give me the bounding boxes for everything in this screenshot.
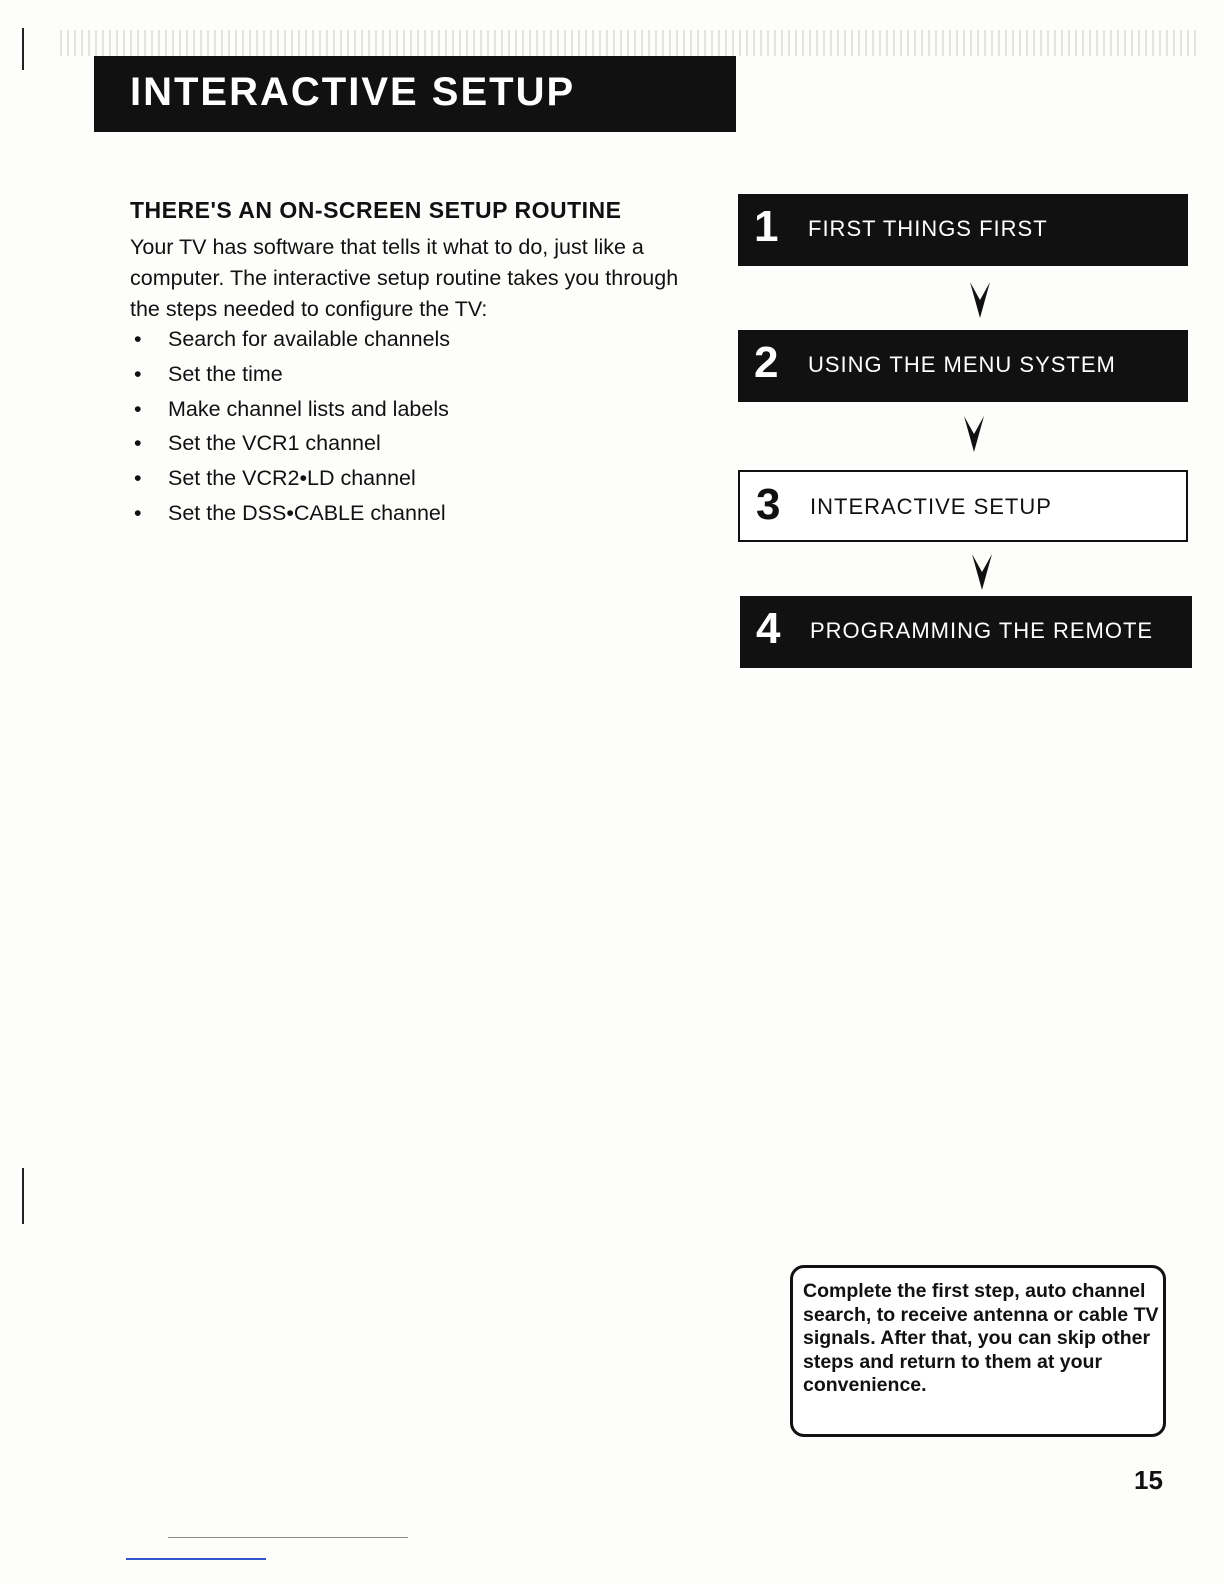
step-4-number: 4 — [756, 604, 781, 653]
intro-paragraph: Your TV has software that tells it what to do, just like a computer. The interactive setup routine takes you through the steps needed to configure the TV: — [130, 235, 679, 321]
list-item-text: Set the VCR2•LD channel — [168, 466, 416, 491]
tip-text: Complete the first step, auto channel search, to receive antenna or cable TV signals. After that, you can skip other steps and return to them at your convenience. — [803, 1280, 1159, 1396]
list-item — [130, 426, 450, 461]
down-arrow-icon — [962, 414, 986, 454]
list-item — [130, 322, 450, 357]
margin-rule-top — [22, 28, 24, 70]
list-item-text: Set the VCR1 channel — [168, 431, 381, 456]
header-bar — [94, 56, 736, 132]
page-title: INTERACTIVE SETUP — [130, 70, 576, 114]
scan-speckle — [60, 30, 1200, 56]
list-item-text: Make channel lists and labels — [168, 396, 449, 421]
list-item-text: Set the DSS•CABLE channel — [168, 500, 446, 525]
page-number: 15 — [1134, 1465, 1163, 1495]
step-3-label: INTERACTIVE SETUP — [810, 494, 1052, 519]
step-2-label: USING THE MENU SYSTEM — [808, 352, 1116, 377]
step-1-number: 1 — [754, 202, 779, 251]
list-item-text: Set the time — [168, 361, 283, 386]
step-1-box — [738, 194, 1188, 266]
section-heading: THERE'S AN ON-SCREEN SETUP ROUTINE — [130, 197, 622, 223]
list-item-text: Search for available channels — [168, 327, 451, 351]
bullet-icon: • — [134, 396, 142, 421]
list-item — [130, 357, 450, 392]
margin-rule-bottom — [22, 1168, 24, 1224]
bullet-icon: • — [134, 327, 142, 351]
footer-link-underline — [126, 1558, 266, 1560]
step-4-box — [740, 596, 1192, 668]
step-2-box — [738, 330, 1188, 402]
step-4-label: PROGRAMMING THE REMOTE — [810, 618, 1154, 643]
list-item — [130, 392, 450, 427]
feature-list — [130, 322, 450, 531]
step-3-box — [738, 470, 1188, 542]
down-arrow-icon — [970, 552, 994, 592]
down-arrow-icon — [968, 280, 992, 320]
step-3-number: 3 — [756, 480, 781, 529]
step-2-number: 2 — [754, 338, 779, 387]
bullet-icon: • — [134, 431, 142, 456]
list-item — [130, 496, 450, 531]
bullet-icon: • — [134, 500, 142, 525]
bullet-icon: • — [134, 466, 142, 491]
step-1-label: FIRST THINGS FIRST — [808, 216, 1048, 241]
bullet-icon: • — [134, 361, 142, 386]
tip-callout — [790, 1265, 1166, 1437]
list-item — [130, 461, 450, 496]
footer-rule — [168, 1537, 408, 1538]
